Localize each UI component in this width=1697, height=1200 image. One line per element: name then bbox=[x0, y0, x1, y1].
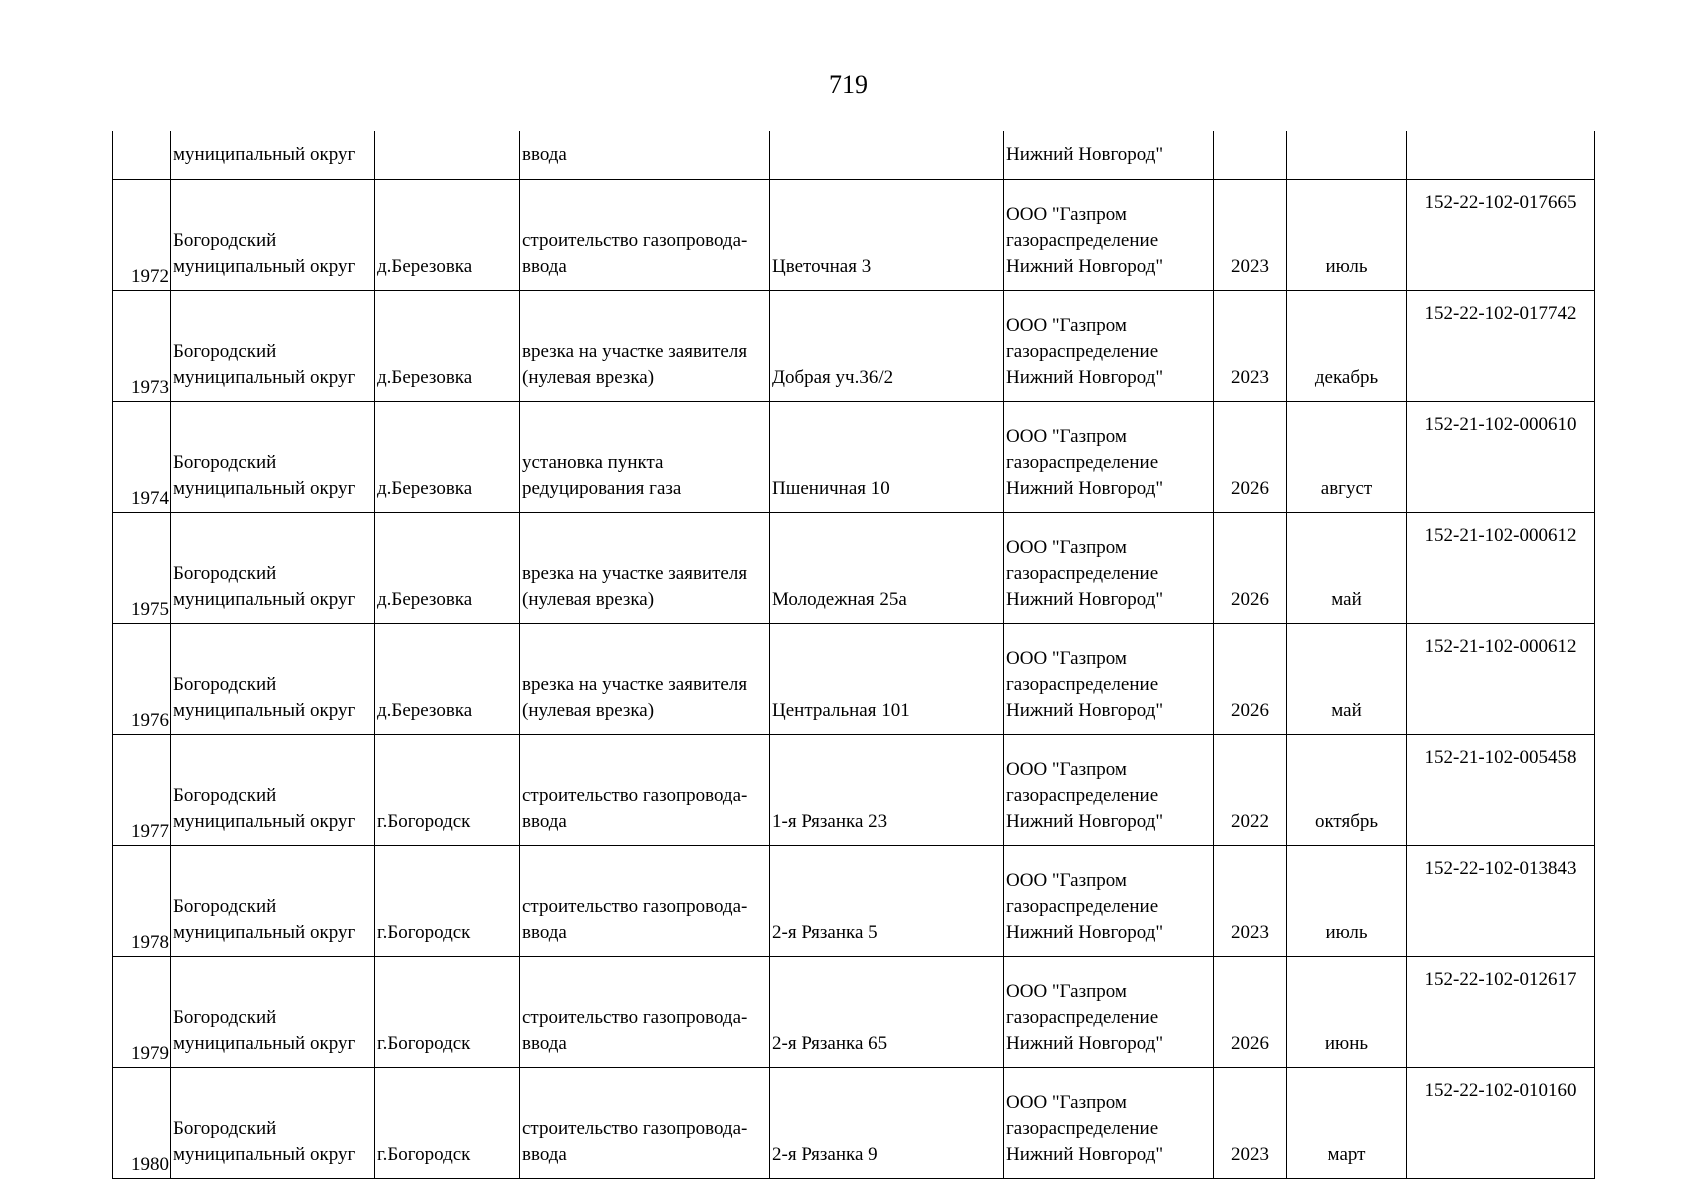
cell-line: газораспределение bbox=[1006, 1118, 1159, 1139]
cell-code bbox=[1407, 513, 1595, 624]
cell-text: Цветочная 3 bbox=[772, 256, 872, 277]
cell-text: Центральная 101 bbox=[772, 700, 910, 721]
cell-num bbox=[113, 291, 171, 402]
cell-line: муниципальный округ bbox=[173, 1144, 356, 1165]
cell-line: ООО "Газпром bbox=[1006, 870, 1127, 891]
cell-text: г.Богородск bbox=[377, 811, 471, 832]
cell-line: врезка на участке заявителя bbox=[522, 563, 748, 584]
cell-year bbox=[1214, 1068, 1287, 1179]
cell-text: 152-22-102-010160 bbox=[1424, 1080, 1577, 1101]
cell-text: Добрая уч.36/2 bbox=[772, 367, 894, 388]
cell-line: ввода bbox=[522, 256, 567, 277]
cell-text: Молодежная 25а bbox=[772, 589, 907, 610]
cell-text: д.Березовка bbox=[377, 589, 473, 610]
cell-text: июнь bbox=[1324, 1033, 1369, 1054]
continuation-row bbox=[113, 131, 1595, 180]
cell-district bbox=[171, 1068, 375, 1179]
cell-address bbox=[770, 291, 1004, 402]
cell-line: строительство газопровода- bbox=[522, 230, 748, 251]
cell-line: Нижний Новгород" bbox=[1006, 589, 1164, 610]
cell-line: ввода bbox=[522, 1144, 567, 1165]
cell-line: Богородский bbox=[173, 1007, 277, 1028]
cell-line: ООО "Газпром bbox=[1006, 537, 1127, 558]
cell-text: Пшеничная 10 bbox=[772, 478, 890, 499]
cell-year bbox=[1214, 402, 1287, 513]
cell-code bbox=[1407, 180, 1595, 291]
cell-work bbox=[520, 180, 770, 291]
cell-work bbox=[520, 1068, 770, 1179]
cell-line: Богородский bbox=[173, 341, 277, 362]
cell-code bbox=[1407, 402, 1595, 513]
cell-address bbox=[770, 180, 1004, 291]
cell-num bbox=[113, 735, 171, 846]
cell-text: май bbox=[1331, 700, 1362, 721]
cell-operator bbox=[1004, 624, 1214, 735]
cell-text: май bbox=[1331, 589, 1362, 610]
cell-address bbox=[770, 513, 1004, 624]
cell-text: 2026 bbox=[1231, 478, 1269, 499]
cell-operator bbox=[1004, 180, 1214, 291]
cell-line: Нижний Новгород" bbox=[1006, 811, 1164, 832]
cell-operator bbox=[1004, 846, 1214, 957]
cell-text: 1-я Рязанка 23 bbox=[772, 811, 888, 832]
cell-num bbox=[113, 180, 171, 291]
cell-month bbox=[1287, 846, 1407, 957]
cell-locality bbox=[375, 180, 520, 291]
cell-line: газораспределение bbox=[1006, 563, 1159, 584]
cell-line: ООО "Газпром bbox=[1006, 648, 1127, 669]
cell-line: ООО "Газпром bbox=[1006, 315, 1127, 336]
cell-text: г.Богородск bbox=[377, 1144, 471, 1165]
cell-text: 2-я Рязанка 9 bbox=[772, 1144, 878, 1165]
cell-text: 1975 bbox=[131, 599, 169, 620]
cell-line: редуцирования газа bbox=[522, 478, 682, 499]
cell-month bbox=[1287, 624, 1407, 735]
cell-line: ООО "Газпром bbox=[1006, 204, 1127, 225]
cell-district bbox=[171, 291, 375, 402]
cell-line: муниципальный округ bbox=[173, 1033, 356, 1054]
cell-line: Богородский bbox=[173, 1118, 277, 1139]
cell-year bbox=[1214, 131, 1287, 180]
cell-text: д.Березовка bbox=[377, 256, 473, 277]
cell-text: март bbox=[1327, 1144, 1366, 1165]
cell-line: Нижний Новгород" bbox=[1006, 700, 1164, 721]
cell-text: 1977 bbox=[131, 821, 169, 842]
cell-text: 152-22-102-017742 bbox=[1424, 303, 1577, 324]
cell-district: муниципальный округ bbox=[171, 131, 375, 180]
cell-num bbox=[113, 846, 171, 957]
table-row bbox=[113, 846, 1595, 957]
cell-line: муниципальный округ bbox=[173, 922, 356, 943]
cell-operator bbox=[1004, 291, 1214, 402]
cell-line: муниципальный округ bbox=[173, 256, 356, 277]
cell-line: газораспределение bbox=[1006, 896, 1159, 917]
cell-text: 2-я Рязанка 65 bbox=[772, 1033, 888, 1054]
cell-work bbox=[520, 846, 770, 957]
cell-text: 1973 bbox=[131, 377, 169, 398]
cell-line: газораспределение bbox=[1006, 230, 1159, 251]
cell-text: 2026 bbox=[1231, 700, 1269, 721]
cell-month bbox=[1287, 957, 1407, 1068]
cell-num bbox=[113, 402, 171, 513]
cell-code bbox=[1407, 735, 1595, 846]
cell-line: врезка на участке заявителя bbox=[522, 341, 748, 362]
table-row bbox=[113, 957, 1595, 1068]
cell-text: 2023 bbox=[1231, 922, 1269, 943]
cell-text: 152-22-102-017665 bbox=[1424, 192, 1577, 213]
cell-text: 2022 bbox=[1231, 811, 1269, 832]
cell-locality bbox=[375, 513, 520, 624]
cell-text: 2023 bbox=[1231, 256, 1269, 277]
cell-locality bbox=[375, 624, 520, 735]
cell-year bbox=[1214, 735, 1287, 846]
cell-work bbox=[520, 735, 770, 846]
cell-operator bbox=[1004, 957, 1214, 1068]
cell-num bbox=[113, 624, 171, 735]
cell-text: д.Березовка bbox=[377, 367, 473, 388]
cell-district bbox=[171, 957, 375, 1068]
cell-address bbox=[770, 131, 1004, 180]
cell-month bbox=[1287, 291, 1407, 402]
cell-line: ввода bbox=[522, 1033, 567, 1054]
cell-district bbox=[171, 846, 375, 957]
table-row bbox=[113, 180, 1595, 291]
cell-operator bbox=[1004, 1068, 1214, 1179]
cell-district bbox=[171, 624, 375, 735]
cell-district bbox=[171, 735, 375, 846]
table-body bbox=[113, 131, 1595, 1179]
cell-line: Нижний Новгород" bbox=[1006, 1033, 1164, 1054]
cell-num bbox=[113, 957, 171, 1068]
cell-code bbox=[1407, 846, 1595, 957]
cell-text: д.Березовка bbox=[377, 478, 473, 499]
cell-line: газораспределение bbox=[1006, 785, 1159, 806]
cell-line: Богородский bbox=[173, 896, 277, 917]
cell-num bbox=[113, 1068, 171, 1179]
cell-line: муниципальный округ bbox=[173, 478, 356, 499]
cell-district bbox=[171, 402, 375, 513]
cell-line: ввода bbox=[522, 922, 567, 943]
cell-address bbox=[770, 402, 1004, 513]
cell-address bbox=[770, 624, 1004, 735]
cell-code bbox=[1407, 131, 1595, 180]
cell-code bbox=[1407, 291, 1595, 402]
table-row bbox=[113, 513, 1595, 624]
cell-line: Нижний Новгород" bbox=[1006, 367, 1164, 388]
cell-text: 2023 bbox=[1231, 367, 1269, 388]
cell-line: (нулевая врезка) bbox=[522, 367, 655, 388]
cell-locality bbox=[375, 957, 520, 1068]
cell-text: 2023 bbox=[1231, 1144, 1269, 1165]
cell-text: 1976 bbox=[131, 710, 169, 731]
cell-month bbox=[1287, 402, 1407, 513]
cell-work: ввода bbox=[520, 131, 770, 180]
cell-line: ввода bbox=[522, 811, 567, 832]
cell-year bbox=[1214, 180, 1287, 291]
cell-text: 1979 bbox=[131, 1043, 169, 1064]
cell-month bbox=[1287, 180, 1407, 291]
cell-line: строительство газопровода- bbox=[522, 1007, 748, 1028]
cell-text: 2026 bbox=[1231, 589, 1269, 610]
cell-address bbox=[770, 846, 1004, 957]
cell-operator bbox=[1004, 735, 1214, 846]
cell-work bbox=[520, 291, 770, 402]
cell-year bbox=[1214, 624, 1287, 735]
cell-work bbox=[520, 402, 770, 513]
cell-locality bbox=[375, 1068, 520, 1179]
cell-line: Богородский bbox=[173, 563, 277, 584]
cell-text: 152-21-102-005458 bbox=[1424, 747, 1577, 768]
cell-line: муниципальный округ bbox=[173, 811, 356, 832]
cell-address bbox=[770, 1068, 1004, 1179]
cell-line: Нижний Новгород" bbox=[1006, 256, 1164, 277]
cell-num bbox=[113, 131, 171, 180]
cell-code bbox=[1407, 624, 1595, 735]
cell-operator bbox=[1004, 513, 1214, 624]
cell-district bbox=[171, 180, 375, 291]
cell-address bbox=[770, 957, 1004, 1068]
table-row bbox=[113, 735, 1595, 846]
cell-year bbox=[1214, 513, 1287, 624]
cell-text: декабрь bbox=[1314, 367, 1379, 388]
cell-num bbox=[113, 513, 171, 624]
cell-line: ООО "Газпром bbox=[1006, 981, 1127, 1002]
cell-district bbox=[171, 513, 375, 624]
table-row bbox=[113, 402, 1595, 513]
cell-month bbox=[1287, 1068, 1407, 1179]
cell-text: г.Богородск bbox=[377, 922, 471, 943]
cell-year bbox=[1214, 957, 1287, 1068]
cell-work bbox=[520, 513, 770, 624]
cell-line: строительство газопровода- bbox=[522, 896, 748, 917]
cell-locality bbox=[375, 291, 520, 402]
cell-code bbox=[1407, 1068, 1595, 1179]
cell-line: газораспределение bbox=[1006, 452, 1159, 473]
cell-line: ООО "Газпром bbox=[1006, 759, 1127, 780]
cell-address bbox=[770, 735, 1004, 846]
cell-line: ООО "Газпром bbox=[1006, 1092, 1127, 1113]
cell-text: 1972 bbox=[131, 266, 169, 287]
cell-line: газораспределение bbox=[1006, 674, 1159, 695]
cell-line: Нижний Новгород" bbox=[1006, 478, 1164, 499]
cell-text: 152-22-102-012617 bbox=[1424, 969, 1577, 990]
cell-text: 152-21-102-000612 bbox=[1424, 636, 1577, 657]
cell-line: установка пункта bbox=[522, 452, 664, 473]
cell-text: октябрь bbox=[1314, 811, 1379, 832]
cell-text: 152-22-102-013843 bbox=[1424, 858, 1577, 879]
cell-code bbox=[1407, 957, 1595, 1068]
cell-text: 152-21-102-000612 bbox=[1424, 525, 1577, 546]
cell-year bbox=[1214, 291, 1287, 402]
cell-text: д.Березовка bbox=[377, 700, 473, 721]
cell-line: Богородский bbox=[173, 452, 277, 473]
cell-line: (нулевая врезка) bbox=[522, 589, 655, 610]
cell-line: врезка на участке заявителя bbox=[522, 674, 748, 695]
cell-operator: Нижний Новгород" bbox=[1004, 131, 1214, 180]
cell-text: 2-я Рязанка 5 bbox=[772, 922, 878, 943]
cell-line: муниципальный округ bbox=[173, 700, 356, 721]
cell-text: г.Богородск bbox=[377, 1033, 471, 1054]
cell-locality bbox=[375, 402, 520, 513]
cell-year bbox=[1214, 846, 1287, 957]
cell-line: строительство газопровода- bbox=[522, 785, 748, 806]
gasification-table bbox=[112, 131, 1595, 1179]
cell-month bbox=[1287, 735, 1407, 846]
cell-line: муниципальный округ bbox=[173, 367, 356, 388]
cell-text: 152-21-102-000610 bbox=[1424, 414, 1577, 435]
cell-text: 2026 bbox=[1231, 1033, 1269, 1054]
cell-line: Богородский bbox=[173, 674, 277, 695]
cell-text: 1978 bbox=[131, 932, 169, 953]
cell-line: ООО "Газпром bbox=[1006, 426, 1127, 447]
cell-text: 1974 bbox=[131, 488, 169, 509]
cell-work bbox=[520, 957, 770, 1068]
cell-text: август bbox=[1320, 478, 1373, 499]
cell-operator bbox=[1004, 402, 1214, 513]
cell-locality bbox=[375, 131, 520, 180]
table-row bbox=[113, 624, 1595, 735]
cell-text: 1980 bbox=[131, 1154, 169, 1175]
cell-line: (нулевая врезка) bbox=[522, 700, 655, 721]
cell-text: июль bbox=[1325, 922, 1368, 943]
cell-month bbox=[1287, 131, 1407, 180]
cell-line: Нижний Новгород" bbox=[1006, 1144, 1164, 1165]
cell-line: муниципальный округ bbox=[173, 589, 356, 610]
cell-locality bbox=[375, 735, 520, 846]
cell-line: газораспределение bbox=[1006, 341, 1159, 362]
cell-line: Нижний Новгород" bbox=[1006, 922, 1164, 943]
page-number: 719 bbox=[829, 70, 868, 99]
cell-month bbox=[1287, 513, 1407, 624]
cell-line: газораспределение bbox=[1006, 1007, 1159, 1028]
table-row bbox=[113, 1068, 1595, 1179]
table-row bbox=[113, 291, 1595, 402]
cell-text: июль bbox=[1325, 256, 1368, 277]
cell-line: строительство газопровода- bbox=[522, 1118, 748, 1139]
cell-locality bbox=[375, 846, 520, 957]
cell-line: Богородский bbox=[173, 230, 277, 251]
cell-line: Богородский bbox=[173, 785, 277, 806]
cell-work bbox=[520, 624, 770, 735]
